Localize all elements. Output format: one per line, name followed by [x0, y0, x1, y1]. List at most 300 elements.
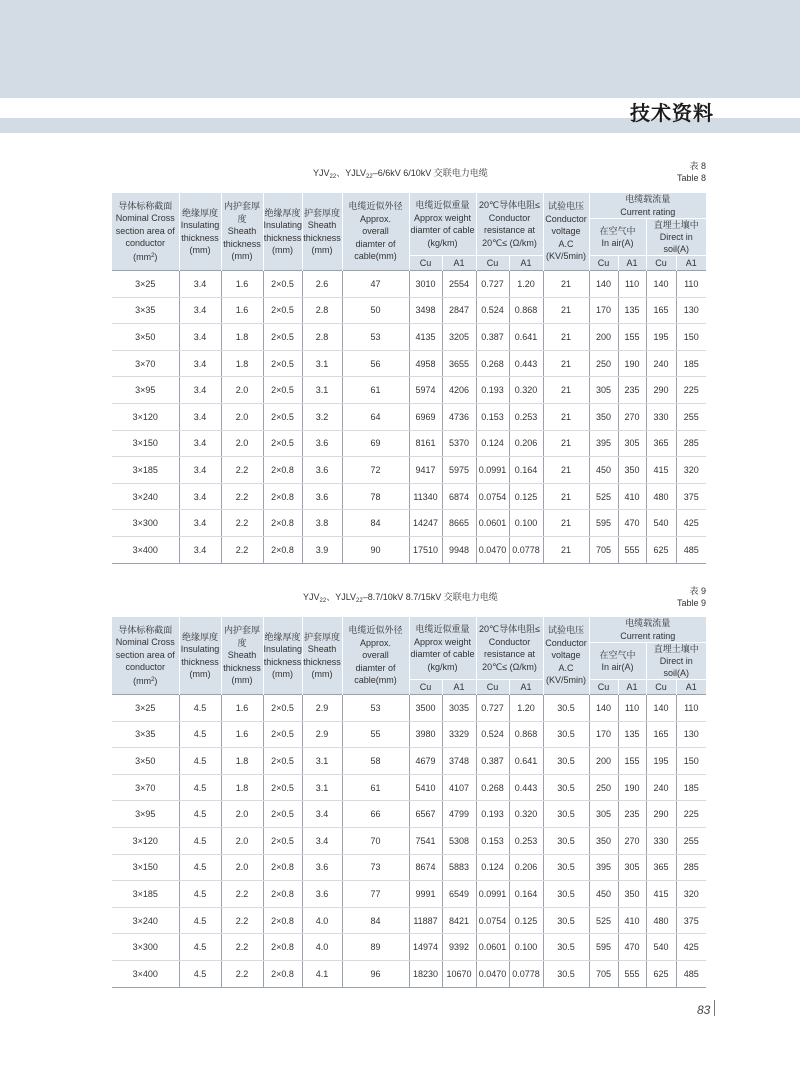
table-cell: 3.2 — [302, 403, 342, 430]
table-cell: 170 — [589, 297, 618, 324]
table-cell: 425 — [676, 510, 706, 537]
table-cell: 190 — [618, 774, 646, 801]
header-a1: A1 — [509, 680, 543, 695]
table-cell: 415 — [646, 881, 676, 908]
table-cell: 470 — [618, 510, 646, 537]
table-cell: 3748 — [442, 748, 476, 775]
table-cell: 2×0.8 — [263, 483, 302, 510]
table-cell: 18230 — [409, 960, 442, 987]
table-cell: 450 — [589, 881, 618, 908]
table-cell: 30.5 — [543, 907, 589, 934]
table-cell: 3.1 — [302, 377, 342, 404]
table-cell: 410 — [618, 907, 646, 934]
table-cell: 8665 — [442, 510, 476, 537]
table-cell: 0.727 — [476, 271, 509, 298]
table-row — [112, 695, 706, 722]
table-cell: 30.5 — [543, 854, 589, 881]
table-cell: 3.4 — [179, 457, 221, 484]
header-cu: Cu — [589, 680, 618, 695]
table-cell: 3.1 — [302, 748, 342, 775]
table-cell: 3×300 — [112, 934, 179, 961]
table-cell: 0.0991 — [476, 457, 509, 484]
table-cell: 3×50 — [112, 748, 179, 775]
table-cell: 2.0 — [221, 403, 263, 430]
table-cell: 0.524 — [476, 721, 509, 748]
table-cell: 1.6 — [221, 271, 263, 298]
table-cell: 0.387 — [476, 748, 509, 775]
table-cell: 2.2 — [221, 510, 263, 537]
table-cell: 89 — [342, 934, 409, 961]
table-cell: 250 — [589, 774, 618, 801]
table-cell: 225 — [676, 377, 706, 404]
table-cell: 4.5 — [179, 695, 221, 722]
table-cell: 2.0 — [221, 854, 263, 881]
table-cell: 305 — [618, 854, 646, 881]
table-cell: 3.4 — [302, 827, 342, 854]
table-cell: 4.5 — [179, 748, 221, 775]
header-current-rating: 电缆载流量 Current rating — [589, 193, 706, 219]
table-cell: 3655 — [442, 350, 476, 377]
table-cell: 30.5 — [543, 721, 589, 748]
table-cell: 70 — [342, 827, 409, 854]
table-cell: 130 — [676, 297, 706, 324]
table-cell: 2.8 — [302, 297, 342, 324]
header-test-voltage: 试验电压 Conductor voltage A.C (KV/5min) — [543, 617, 589, 695]
header-insulation-thickness-2: 绝缘厚度 Insulating thickness (mm) — [263, 193, 302, 271]
header-a1: A1 — [676, 680, 706, 695]
table-cell: 0.253 — [509, 403, 543, 430]
table-row — [112, 907, 706, 934]
table-cell: 50 — [342, 297, 409, 324]
table-cell: 2×0.8 — [263, 907, 302, 934]
table-cell: 30.5 — [543, 748, 589, 775]
table-cell: 4.5 — [179, 854, 221, 881]
table-row — [112, 483, 706, 510]
table-cell: 0.0754 — [476, 483, 509, 510]
table-cell: 53 — [342, 324, 409, 351]
table-cell: 595 — [589, 510, 618, 537]
table-cell: 2×0.5 — [263, 827, 302, 854]
table-cell: 4.5 — [179, 907, 221, 934]
table-cell: 235 — [618, 377, 646, 404]
table-row — [112, 827, 706, 854]
table-row — [112, 854, 706, 881]
table-cell: 0.125 — [509, 483, 543, 510]
table-cell: 3500 — [409, 695, 442, 722]
table-cell: 0.0778 — [509, 960, 543, 987]
table-cell: 5975 — [442, 457, 476, 484]
table-cell: 3×25 — [112, 271, 179, 298]
header-in-air: 在空气中 In air(A) — [589, 219, 646, 256]
header-in-soil: 直埋土壤中 Direct in soil(A) — [646, 643, 706, 680]
table-cell: 250 — [589, 350, 618, 377]
table-cell: 2×0.8 — [263, 457, 302, 484]
header-a1: A1 — [618, 680, 646, 695]
table-cell: 21 — [543, 430, 589, 457]
table-cell: 7541 — [409, 827, 442, 854]
table-cell: 17510 — [409, 536, 442, 563]
table-cell: 155 — [618, 324, 646, 351]
table-cell: 0.0470 — [476, 960, 509, 987]
table-cell: 625 — [646, 960, 676, 987]
table-cell: 5308 — [442, 827, 476, 854]
table-row — [112, 297, 706, 324]
table-cell: 90 — [342, 536, 409, 563]
table-cell: 110 — [618, 695, 646, 722]
table-cell: 3×120 — [112, 403, 179, 430]
table-row — [112, 350, 706, 377]
header-resistance: 20℃导体电阻≤ Conductor resistance at 20℃≤ (Ω/km) — [476, 193, 543, 256]
table-cell: 0.206 — [509, 430, 543, 457]
table-cell: 3.1 — [302, 774, 342, 801]
table-cell: 96 — [342, 960, 409, 987]
table-cell: 21 — [543, 483, 589, 510]
table-cell: 2×0.8 — [263, 854, 302, 881]
table-cell: 3×25 — [112, 695, 179, 722]
table-cell: 3.4 — [179, 403, 221, 430]
table-cell: 5370 — [442, 430, 476, 457]
table-cell: 5974 — [409, 377, 442, 404]
table-cell: 3.1 — [302, 350, 342, 377]
table-cell: 30.5 — [543, 827, 589, 854]
table-cell: 1.6 — [221, 297, 263, 324]
table-cell: 4.5 — [179, 721, 221, 748]
table-cell: 350 — [618, 881, 646, 908]
table-row — [112, 801, 706, 828]
table-cell: 3×240 — [112, 483, 179, 510]
table-cell: 0.0754 — [476, 907, 509, 934]
table-cell: 350 — [589, 403, 618, 430]
table-cell: 61 — [342, 774, 409, 801]
table-cell: 78 — [342, 483, 409, 510]
header-overall-diameter: 电缆近似外径 Approx. overall diamter of cable(mm) — [342, 193, 409, 271]
header-in-soil: 直埋土壤中 Direct in soil(A) — [646, 219, 706, 256]
table-row — [112, 403, 706, 430]
table-cell: 21 — [543, 297, 589, 324]
table-cell: 1.8 — [221, 774, 263, 801]
table-cell: 6874 — [442, 483, 476, 510]
table-cell: 5883 — [442, 854, 476, 881]
table-cell: 53 — [342, 695, 409, 722]
table-cell: 3035 — [442, 695, 476, 722]
table-cell: 110 — [676, 271, 706, 298]
table-cell: 2×0.5 — [263, 403, 302, 430]
header-cross-section: 导体标称截面 Nominal Cross section area of conductor $(mm^2)$ — [112, 617, 179, 695]
cable-spec-table — [112, 617, 706, 988]
table-cell: 480 — [646, 483, 676, 510]
table-cell: 3.6 — [302, 854, 342, 881]
table-cell: 3×185 — [112, 881, 179, 908]
table-cell: 255 — [676, 827, 706, 854]
table-cell: 72 — [342, 457, 409, 484]
table-cell: 165 — [646, 297, 676, 324]
table-cell: 5410 — [409, 774, 442, 801]
table-cell: 2×0.5 — [263, 721, 302, 748]
table-cell: 285 — [676, 854, 706, 881]
table-cell: 2×0.5 — [263, 695, 302, 722]
table-cell: 0.727 — [476, 695, 509, 722]
table-cell: 130 — [676, 721, 706, 748]
table-cell: 3×400 — [112, 960, 179, 987]
table-cell: 30.5 — [543, 801, 589, 828]
header-cu: Cu — [476, 680, 509, 695]
table-cell: 3.4 — [179, 377, 221, 404]
table-cell: 0.641 — [509, 324, 543, 351]
table-cell: 4.5 — [179, 827, 221, 854]
section-title: 技术资料 — [630, 103, 714, 125]
table-cell: 705 — [589, 960, 618, 987]
table-cell: 21 — [543, 457, 589, 484]
header-cu: Cu — [646, 256, 676, 271]
table-cell: 485 — [676, 960, 706, 987]
table-cell: 165 — [646, 721, 676, 748]
table-cell: 375 — [676, 907, 706, 934]
table-cell: 0.164 — [509, 881, 543, 908]
table-cell: 4.5 — [179, 881, 221, 908]
table-cell: 290 — [646, 377, 676, 404]
table-cell: 1.8 — [221, 748, 263, 775]
table-cell: 0.0601 — [476, 934, 509, 961]
table-row — [112, 536, 706, 563]
table-cell: 1.6 — [221, 721, 263, 748]
table-cell: 3×300 — [112, 510, 179, 537]
table-cell: 0.268 — [476, 350, 509, 377]
header-a1: A1 — [509, 256, 543, 271]
table-cell: 2.2 — [221, 934, 263, 961]
table-cell: 84 — [342, 510, 409, 537]
table-cell: 21 — [543, 271, 589, 298]
table-cell: 10670 — [442, 960, 476, 987]
header-cu: Cu — [589, 256, 618, 271]
table-cell: 0.320 — [509, 801, 543, 828]
table-cell: 3.4 — [302, 801, 342, 828]
table-cell: 4.0 — [302, 907, 342, 934]
table-cell: 285 — [676, 430, 706, 457]
table-cell: 3.6 — [302, 483, 342, 510]
table-cell: 3980 — [409, 721, 442, 748]
table-row — [112, 430, 706, 457]
table-cell: 2×0.5 — [263, 801, 302, 828]
table-cell: 4.1 — [302, 960, 342, 987]
table-cell: 195 — [646, 324, 676, 351]
table-cell: 3×50 — [112, 324, 179, 351]
table-cell: 8161 — [409, 430, 442, 457]
header-sheath-thickness: 护套厚度 Sheath thickness (mm) — [302, 617, 342, 695]
table-cell: 0.100 — [509, 510, 543, 537]
table-cell: 3.4 — [179, 483, 221, 510]
table-cell: 365 — [646, 430, 676, 457]
table-cell: 2×0.8 — [263, 960, 302, 987]
table-cell: 0.524 — [476, 297, 509, 324]
header-insulation-thickness-2: 绝缘厚度 Insulating thickness (mm) — [263, 617, 302, 695]
header-a1: A1 — [442, 680, 476, 695]
table-cell: 11887 — [409, 907, 442, 934]
table-cell: 4958 — [409, 350, 442, 377]
table-cell: 4799 — [442, 801, 476, 828]
table-cell: 8674 — [409, 854, 442, 881]
table-cell: 2.2 — [221, 536, 263, 563]
table-cell: 4.5 — [179, 960, 221, 987]
table-cell: 2×0.5 — [263, 271, 302, 298]
table-cell: 2×0.5 — [263, 748, 302, 775]
table-cell: 9948 — [442, 536, 476, 563]
table-cell: 0.0470 — [476, 536, 509, 563]
table-cell: 135 — [618, 297, 646, 324]
table-cell: 3×35 — [112, 297, 179, 324]
table-cell: 9991 — [409, 881, 442, 908]
table-cell: 3×35 — [112, 721, 179, 748]
table-cell: 4.5 — [179, 934, 221, 961]
table-cell: 200 — [589, 748, 618, 775]
table-cell: 0.387 — [476, 324, 509, 351]
table-cell: 2×0.5 — [263, 350, 302, 377]
table-cell: 3×150 — [112, 854, 179, 881]
table-cell: 3×70 — [112, 350, 179, 377]
table-cell: 1.8 — [221, 350, 263, 377]
table-cell: 56 — [342, 350, 409, 377]
table-cell: 77 — [342, 881, 409, 908]
table-cell: 305 — [618, 430, 646, 457]
table-cell: 69 — [342, 430, 409, 457]
table-cell: 0.124 — [476, 430, 509, 457]
table-cell: 21 — [543, 536, 589, 563]
table-cell: 14247 — [409, 510, 442, 537]
table-cell: 30.5 — [543, 774, 589, 801]
table-cell: 30.5 — [543, 881, 589, 908]
header-cu: Cu — [409, 680, 442, 695]
table-cell: 0.0991 — [476, 881, 509, 908]
table-cell: 0.125 — [509, 907, 543, 934]
table-cell: 4135 — [409, 324, 442, 351]
table-cell: 0.320 — [509, 377, 543, 404]
table-cell: 625 — [646, 536, 676, 563]
header-test-voltage: 试验电压 Conductor voltage A.C (KV/5min) — [543, 193, 589, 271]
table-row — [112, 748, 706, 775]
table-cell: 2×0.8 — [263, 536, 302, 563]
table-cell: 540 — [646, 510, 676, 537]
table-cell: 55 — [342, 721, 409, 748]
header-weight: 电缆近似重量 Approx weight diamter of cable (kg/km) — [409, 193, 476, 256]
table-cell: 2×0.8 — [263, 510, 302, 537]
table-cell: 3498 — [409, 297, 442, 324]
table-cell: 0.193 — [476, 377, 509, 404]
table-cell: 320 — [676, 457, 706, 484]
table-cell: 3010 — [409, 271, 442, 298]
table-cell: 3.4 — [179, 271, 221, 298]
table-row — [112, 721, 706, 748]
table-cell: 270 — [618, 403, 646, 430]
table-cell: 410 — [618, 483, 646, 510]
header-cu: Cu — [646, 680, 676, 695]
table-cell: 4107 — [442, 774, 476, 801]
table-cell: 8421 — [442, 907, 476, 934]
table-cell: 0.153 — [476, 827, 509, 854]
table-cell: 2×0.5 — [263, 297, 302, 324]
table-cell: 58 — [342, 748, 409, 775]
table-cell: 3329 — [442, 721, 476, 748]
table-row — [112, 324, 706, 351]
table-cell: 4736 — [442, 403, 476, 430]
header-sheath-thickness: 护套厚度 Sheath thickness (mm) — [302, 193, 342, 271]
table-cell: 305 — [589, 377, 618, 404]
table-cell: 140 — [646, 271, 676, 298]
table-cell: 2×0.5 — [263, 774, 302, 801]
table-cell: 395 — [589, 430, 618, 457]
table-cell: 225 — [676, 801, 706, 828]
table-cell: 0.164 — [509, 457, 543, 484]
table-cell: 3.4 — [179, 536, 221, 563]
header-inner-sheath-thickness: 内护套厚度 Sheath thickness (mm) — [221, 193, 263, 271]
table-cell: 320 — [676, 881, 706, 908]
table-cell: 135 — [618, 721, 646, 748]
table-cell: 2.2 — [221, 881, 263, 908]
table-cell: 47 — [342, 271, 409, 298]
table-cell: 525 — [589, 907, 618, 934]
table-cell: 0.100 — [509, 934, 543, 961]
table-cell: 2.0 — [221, 801, 263, 828]
table-cell: 1.8 — [221, 324, 263, 351]
table-cell: 4.5 — [179, 801, 221, 828]
table-cell: 110 — [676, 695, 706, 722]
table-number: 表 9 Table 9 — [676, 586, 706, 608]
table-cell: 155 — [618, 748, 646, 775]
header-overall-diameter: 电缆近似外径 Approx. overall diamter of cable(mm) — [342, 617, 409, 695]
table-row — [112, 271, 706, 298]
table-cell: 2.2 — [221, 483, 263, 510]
table-cell: 4679 — [409, 748, 442, 775]
table-cell: 2.6 — [302, 271, 342, 298]
table-cell: 0.153 — [476, 403, 509, 430]
table-cell: 235 — [618, 801, 646, 828]
table-cell: 330 — [646, 827, 676, 854]
table-row — [112, 960, 706, 987]
table-cell: 170 — [589, 721, 618, 748]
table-cell: 21 — [543, 403, 589, 430]
table-cell: 3×95 — [112, 801, 179, 828]
table-cell: 705 — [589, 536, 618, 563]
table-cell: 450 — [589, 457, 618, 484]
table-cell: 555 — [618, 960, 646, 987]
table-cell: 3.4 — [179, 510, 221, 537]
table-cell: 540 — [646, 934, 676, 961]
table-cell: 30.5 — [543, 960, 589, 987]
table-cell: 305 — [589, 801, 618, 828]
table-cell: 6969 — [409, 403, 442, 430]
table-cell: 73 — [342, 854, 409, 881]
header-inner-sheath-thickness: 内护套厚度 Sheath thickness (mm) — [221, 617, 263, 695]
table-cell: 595 — [589, 934, 618, 961]
table-cell: 140 — [589, 695, 618, 722]
header-cu: Cu — [409, 256, 442, 271]
table-cell: 61 — [342, 377, 409, 404]
table-number: 表 8 Table 8 — [676, 161, 706, 183]
header-insulation-thickness: 绝缘厚度 Insulating thickness (mm) — [179, 617, 221, 695]
table-cell: 2×0.5 — [263, 377, 302, 404]
table-cell: 350 — [618, 457, 646, 484]
table-cell: 2×0.8 — [263, 881, 302, 908]
table-cell: 350 — [589, 827, 618, 854]
table-cell: 240 — [646, 350, 676, 377]
table-cell: 3.4 — [179, 324, 221, 351]
table-cell: 6549 — [442, 881, 476, 908]
table-cell: 150 — [676, 748, 706, 775]
table-cell: 3205 — [442, 324, 476, 351]
table-cell: 4.0 — [302, 934, 342, 961]
table-row — [112, 510, 706, 537]
page-number-divider — [714, 1000, 715, 1016]
table-cell: 555 — [618, 536, 646, 563]
table-cell: 485 — [676, 536, 706, 563]
